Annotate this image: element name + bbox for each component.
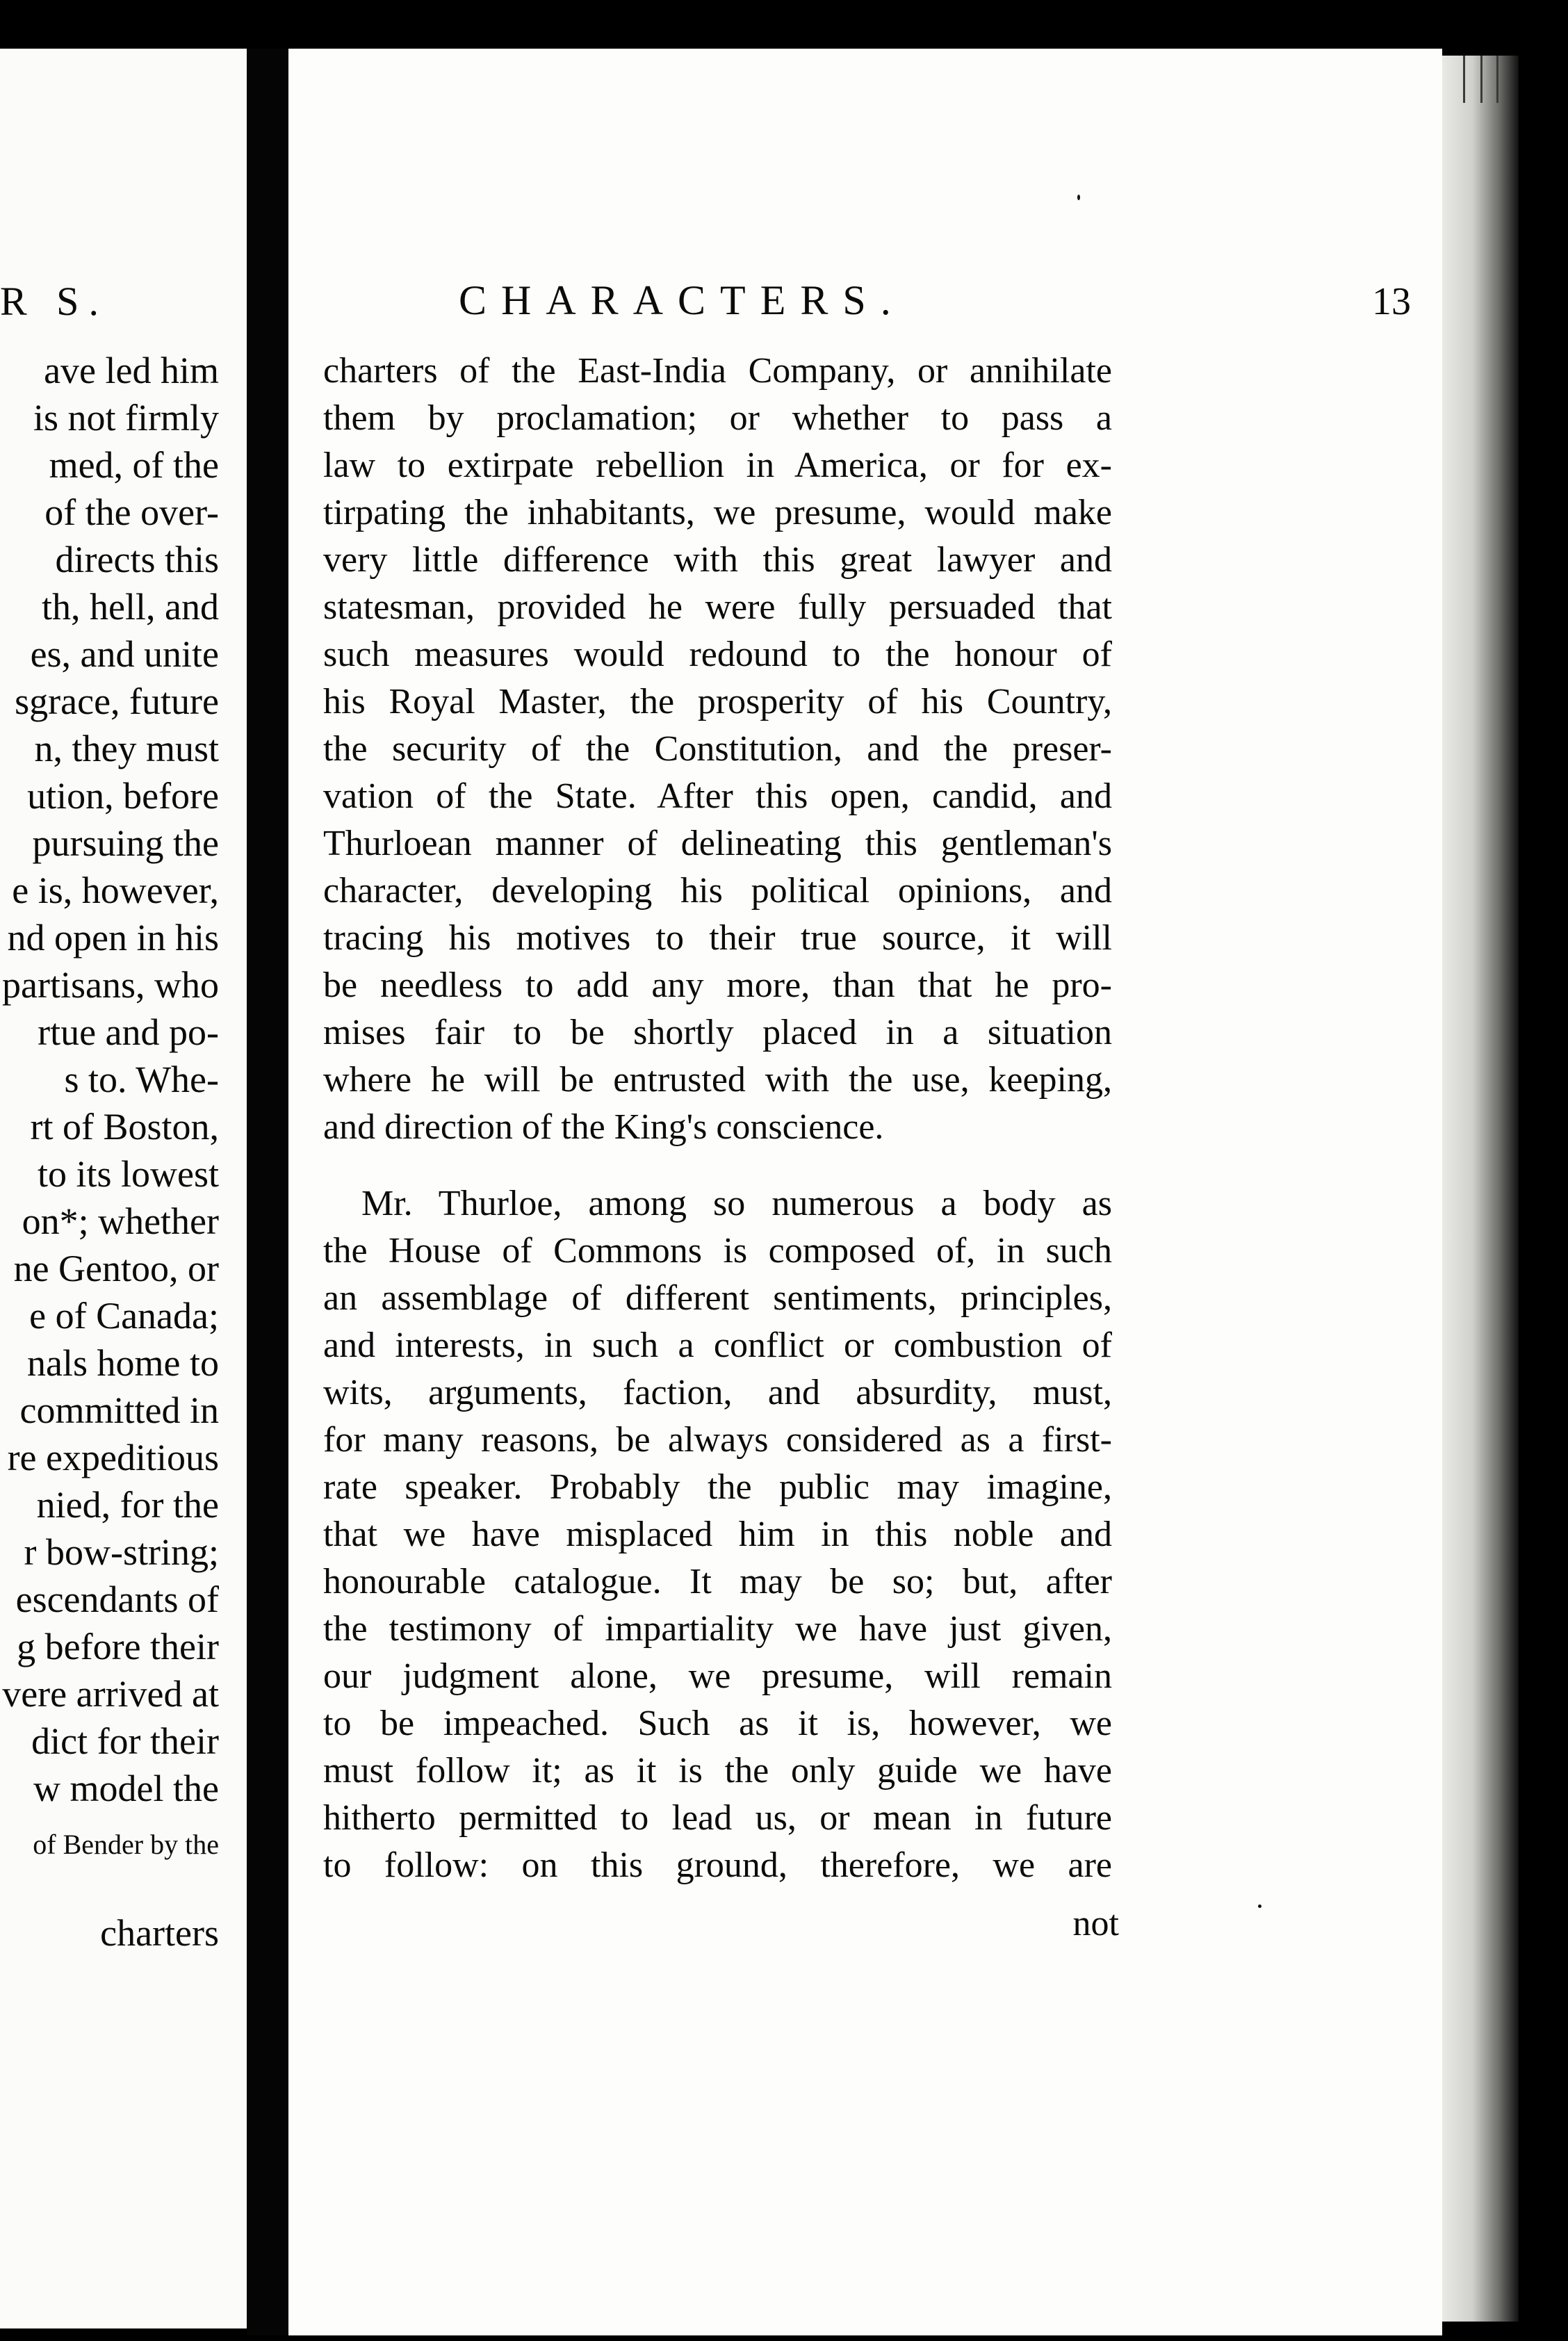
left-text-line: es, and unite — [30, 633, 219, 675]
text-line: must follow it; as it is the only guide we have — [323, 1751, 1112, 1791]
left-text-line: rtue and po- — [38, 1011, 219, 1053]
left-text-line: on*; whether — [22, 1200, 219, 1242]
text-line: the House of Commons is composed of, in such — [323, 1231, 1112, 1271]
left-text-line: n, they must — [34, 728, 219, 769]
left-catchword: charters — [100, 1912, 219, 1954]
page-edges — [1442, 56, 1519, 2322]
text-line: the security of the Constitution, and the preser- — [323, 729, 1112, 769]
text-line: rate speaker. Probably the public may imagine, — [323, 1467, 1112, 1507]
text-line: wits, arguments, faction, and absurdity, must, — [323, 1373, 1112, 1412]
left-text-line: partisans, who — [2, 964, 219, 1006]
running-head — [459, 277, 1411, 332]
text-line: law to extirpate rebellion in America, or for ex- — [323, 446, 1112, 485]
text-line: and interests, in such a conflict or combustion of — [323, 1326, 1112, 1365]
text-line: them by proclamation; or whether to pass a — [323, 398, 1112, 438]
text-line: vation of the State. After this open, candid, and — [323, 776, 1112, 816]
scan-speck — [1258, 1904, 1261, 1908]
text-line: the testimony of impartiality we have just given, — [323, 1609, 1112, 1649]
left-text-line: re expeditious — [7, 1437, 219, 1478]
left-text-line: rt of Boston, — [30, 1106, 219, 1148]
left-text-line: sgrace, future — [15, 680, 219, 722]
text-line: his Royal Master, the prosperity of his Country, — [323, 682, 1112, 721]
left-text-line: nals home to — [27, 1342, 219, 1384]
left-text-line: med, of the — [49, 444, 219, 486]
text-line: our judgment alone, we presume, will remain — [323, 1656, 1112, 1696]
text-line: tirpating the inhabitants, we presume, would make — [323, 493, 1112, 532]
left-text-line: pursuing the — [32, 822, 219, 864]
left-text-line: ave led him — [44, 350, 219, 391]
text-line: be needless to add any more, than that he pro- — [323, 965, 1112, 1005]
text-line: character, developing his political opinions, and — [323, 871, 1112, 911]
left-text-line: escendants of — [15, 1579, 219, 1620]
book-gutter — [247, 49, 288, 2335]
left-text-line: directs this — [55, 539, 219, 580]
left-running-head: R S. — [0, 279, 108, 324]
text-line: and direction of the King's conscience. — [323, 1107, 884, 1147]
left-text-line: ution, before — [27, 775, 219, 817]
left-footnote: of Bender by the — [33, 1829, 219, 1860]
left-text-line: committed in — [19, 1389, 219, 1431]
left-text-line: to its lowest — [37, 1153, 219, 1195]
left-text-line: vere arrived at — [2, 1673, 219, 1715]
left-text-line: s to. Whe- — [64, 1059, 219, 1100]
left-page — [0, 49, 247, 2328]
text-line: tracing his motives to their true source, it will — [323, 918, 1112, 958]
running-title: CHARACTERS. — [459, 277, 906, 323]
left-text-line: ne Gentoo, or — [13, 1248, 219, 1289]
page-number: 13 — [1372, 280, 1411, 323]
left-text-line: e of Canada; — [29, 1295, 219, 1337]
right-page — [288, 49, 1442, 2335]
left-text-line: nd open in his — [7, 917, 219, 959]
left-text-line: th, hell, and — [42, 586, 219, 628]
text-line: to be impeached. Such as it is, however, we — [323, 1704, 1112, 1743]
paragraph-1 — [323, 348, 1112, 1151]
text-line: mises fair to be shortly placed in a situation — [323, 1013, 1112, 1052]
text-line: statesman, provided he were fully persuaded that — [323, 587, 1112, 627]
left-text-line: of the over- — [44, 491, 219, 533]
text-line: for many reasons, be always considered as a first- — [323, 1420, 1112, 1460]
text-line: to follow: on this ground, therefore, we are — [323, 1845, 1112, 1885]
left-text-line: nied, for the — [36, 1484, 219, 1526]
left-text-line: r bow-string; — [24, 1531, 219, 1573]
text-line: Thurloean manner of delineating this gentleman's — [323, 824, 1112, 863]
left-text-line: e is, however, — [12, 870, 219, 911]
paragraph-2 — [323, 1180, 1112, 1889]
text-line: that we have misplaced him in this noble and — [323, 1515, 1112, 1554]
text-line: Mr. Thurloe, among so numerous a body as — [361, 1184, 1112, 1223]
catchword: not — [1072, 1904, 1119, 1943]
text-line: charters of the East-India Company, or annihilate — [323, 351, 1112, 391]
text-line: an assemblage of different sentiments, principles, — [323, 1278, 1112, 1318]
text-line: honourable catalogue. It may be so; but, after — [323, 1562, 1112, 1601]
scan-speck — [1077, 195, 1080, 200]
text-line: hitherto permitted to lead us, or mean in future — [323, 1798, 1112, 1838]
left-text-line: g before their — [17, 1626, 219, 1667]
text-line: very little difference with this great lawyer and — [323, 540, 1112, 580]
text-line: where he will be entrusted with the use, keeping, — [323, 1060, 1112, 1100]
left-text-line: w model the — [33, 1768, 219, 1809]
left-text-line: is not firmly — [33, 397, 219, 439]
left-text-line: dict for their — [31, 1720, 219, 1762]
text-line: such measures would redound to the honour of — [323, 635, 1112, 674]
